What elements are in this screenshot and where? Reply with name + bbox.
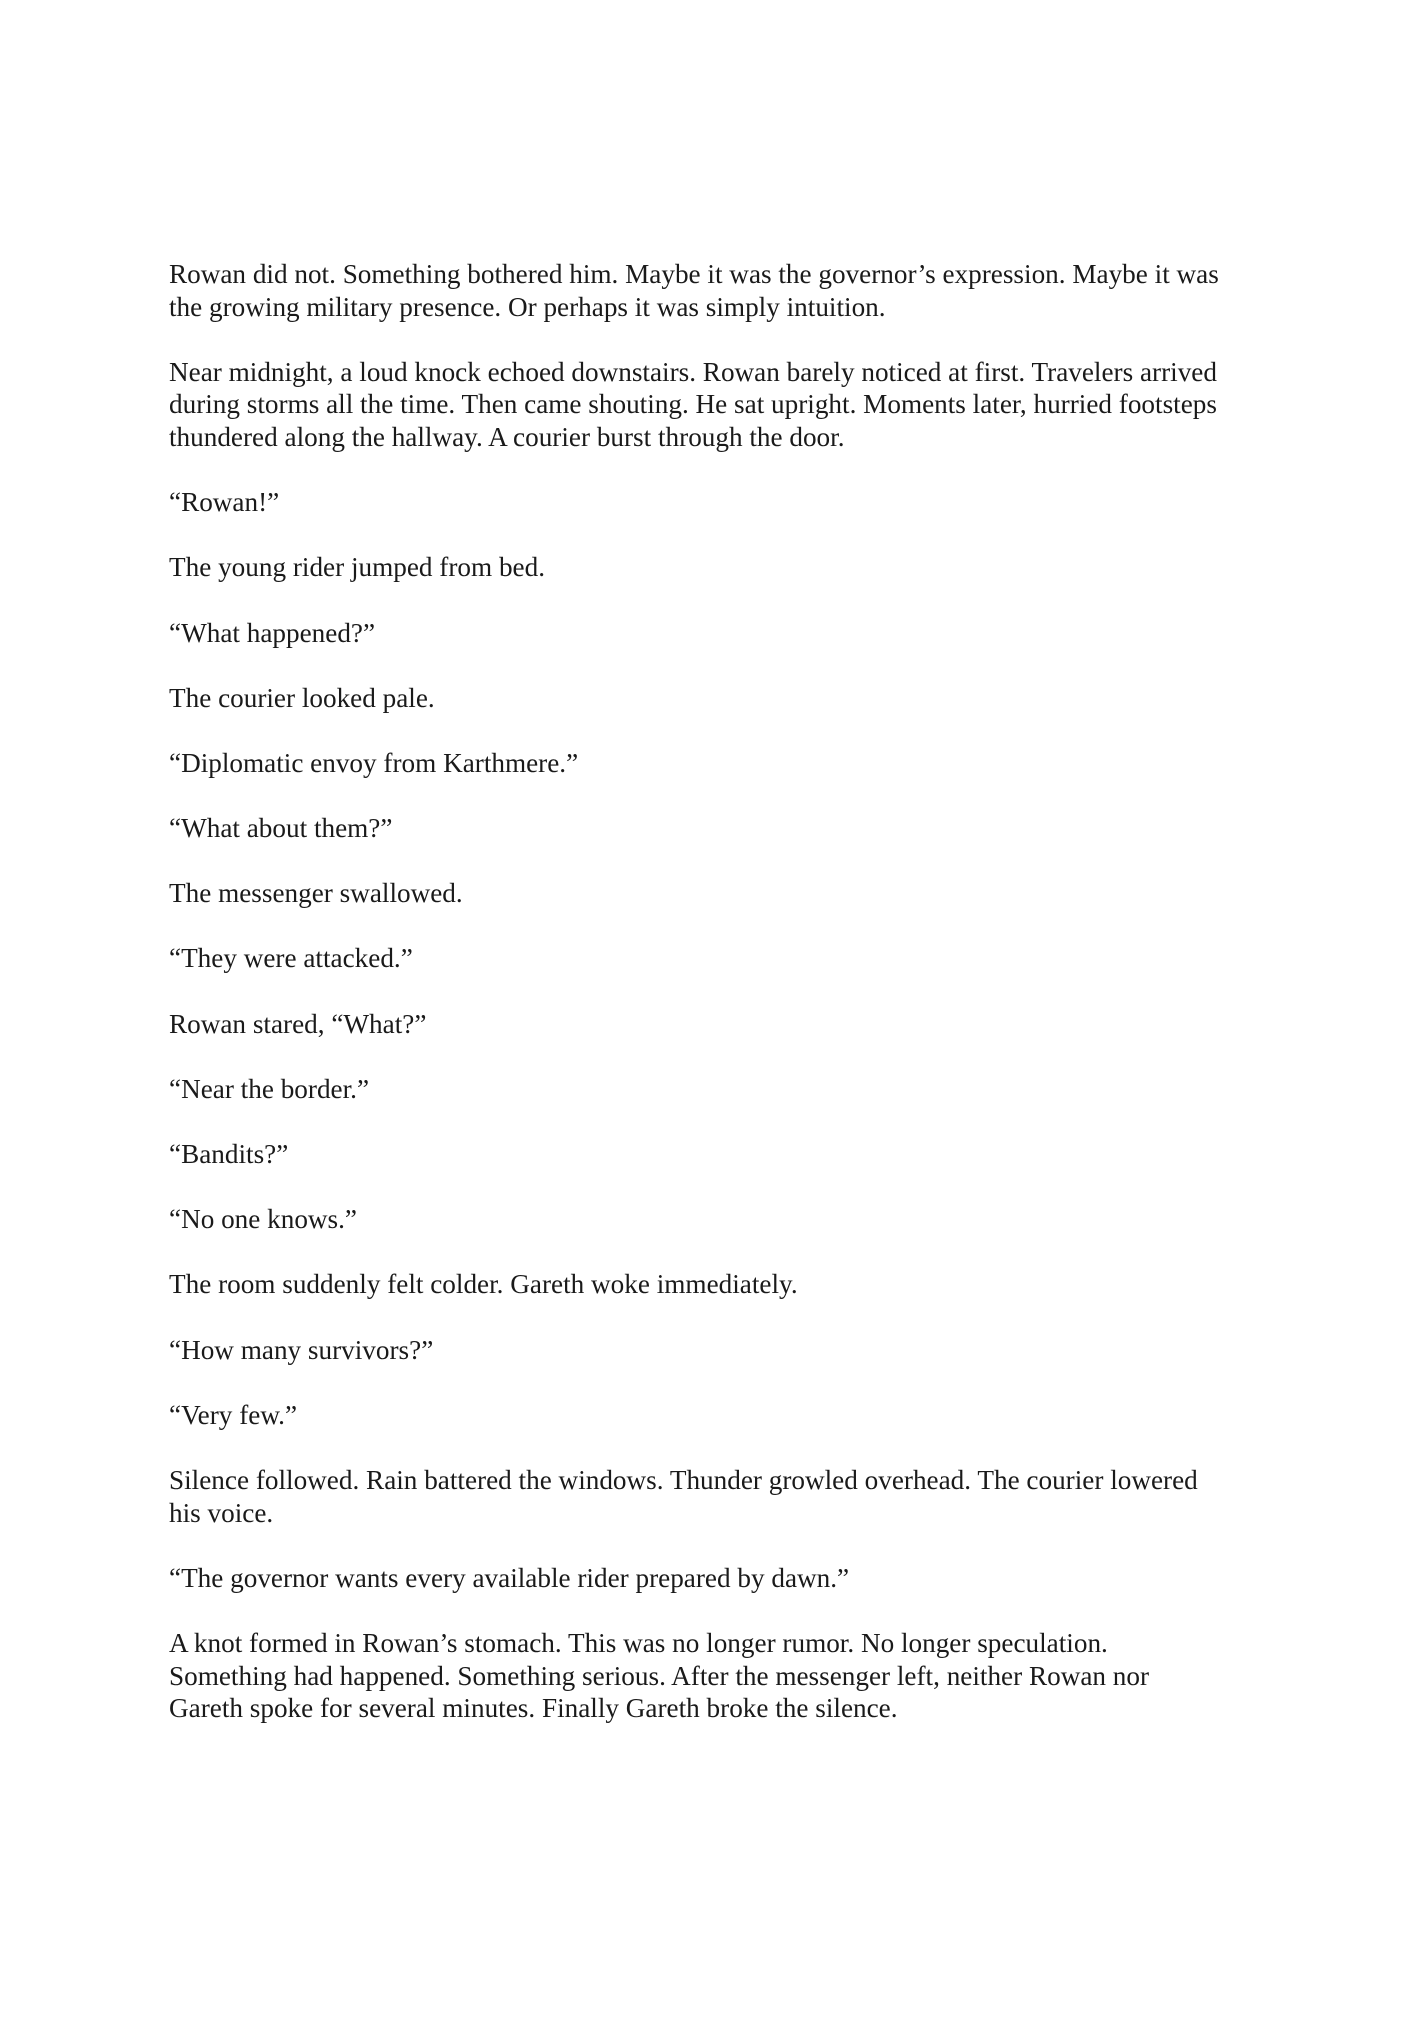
text-line: “Near the border.” (169, 1073, 370, 1104)
text-line: thundered along the hallway. A courier burst through the door. (169, 421, 845, 452)
text-line: “No one knows.” (169, 1204, 358, 1235)
paragraph (169, 617, 1269, 650)
paragraph (169, 877, 1269, 910)
paragraph (169, 258, 1269, 323)
paragraph (169, 1399, 1269, 1432)
paragraph (169, 1268, 1269, 1301)
text-line: “They were attacked.” (169, 943, 413, 974)
paragraph (169, 486, 1269, 519)
text-line: “How many survivors?” (169, 1334, 434, 1365)
text-line: The messenger swallowed. (169, 878, 463, 909)
paragraph (169, 1627, 1269, 1725)
text-line: “Diplomatic envoy from Karthmere.” (169, 747, 579, 778)
text-line: The young rider jumped from bed. (169, 552, 545, 583)
paragraph (169, 1203, 1269, 1236)
text-line: The room suddenly felt colder. Gareth woke immediately. (169, 1269, 798, 1300)
text-line: “Very few.” (169, 1399, 298, 1430)
paragraph (169, 812, 1269, 845)
paragraph (169, 1334, 1269, 1367)
paragraph (169, 551, 1269, 584)
text-line: “Rowan!” (169, 487, 280, 518)
paragraph (169, 1562, 1269, 1595)
text-line: “What happened?” (169, 617, 376, 648)
text-line: Gareth spoke for several minutes. Finally Gareth broke the silence. (169, 1693, 898, 1724)
paragraph (169, 1073, 1269, 1106)
document-body (169, 258, 1269, 1757)
paragraph (169, 1138, 1269, 1171)
paragraph (169, 942, 1269, 975)
paragraph (169, 747, 1269, 780)
paragraph (169, 356, 1269, 454)
text-line: “The governor wants every available rider prepared by dawn.” (169, 1562, 850, 1593)
text-line: The courier looked pale. (169, 682, 435, 713)
text-line: Rowan stared, “What?” (169, 1008, 427, 1039)
text-line: his voice. (169, 1497, 274, 1528)
text-line: the growing military presence. Or perhaps it was simply intuition. (169, 291, 886, 322)
text-line: “What about them?” (169, 813, 393, 844)
paragraph (169, 1008, 1269, 1041)
text-line: Near midnight, a loud knock echoed downstairs. Rowan barely noticed at first. Travelers arrived (169, 356, 1217, 387)
text-line: A knot formed in Rowan’s stomach. This was no longer rumor. No longer speculation. (169, 1627, 1108, 1658)
paragraph (169, 1464, 1269, 1529)
text-line: during storms all the time. Then came shouting. He sat upright. Moments later, hurried footsteps (169, 389, 1217, 420)
text-line: Rowan did not. Something bothered him. Maybe it was the governor’s expression. Maybe it was (169, 259, 1219, 289)
text-line: Something had happened. Something serious. After the messenger left, neither Rowan nor (169, 1660, 1150, 1691)
text-line: “Bandits?” (169, 1139, 289, 1170)
text-line: Silence followed. Rain battered the windows. Thunder growled overhead. The courier lowered (169, 1464, 1198, 1495)
paragraph (169, 682, 1269, 715)
